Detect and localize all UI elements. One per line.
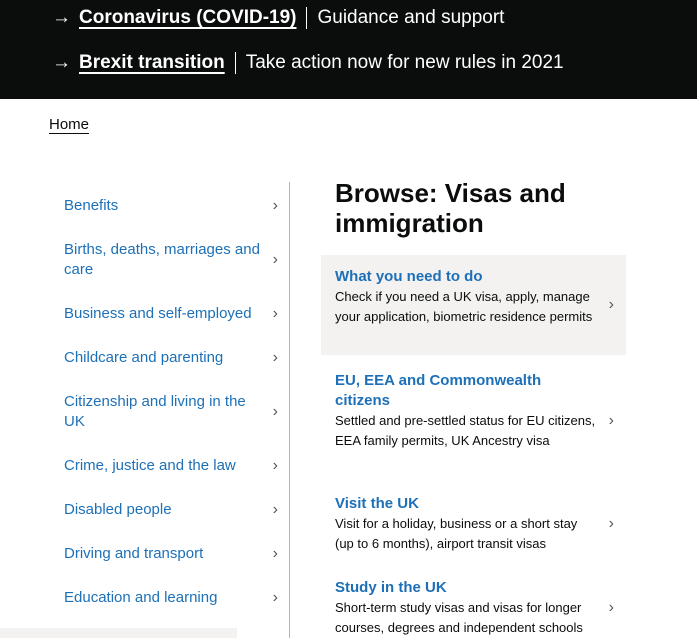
sidebar-item-childcare[interactable]: [64, 348, 284, 368]
chevron-right-icon: ›: [272, 251, 278, 268]
topic-title: What you need to do: [335, 268, 483, 285]
banner-item-brexit: [52, 51, 564, 75]
arrow-right-icon: →: [52, 7, 71, 28]
sidebar-item-births-deaths[interactable]: [64, 240, 284, 280]
sidebar-item-label: Childcare and parenting: [64, 349, 224, 366]
topic-title: Visit the UK: [335, 495, 419, 512]
arrow-right-icon: →: [52, 52, 71, 73]
chevron-right-icon: ›: [608, 515, 614, 532]
sidebar-item-label: Driving and transport: [64, 545, 204, 562]
sidebar-item-crime-justice[interactable]: [64, 456, 284, 476]
topic-visit-the-uk[interactable]: [321, 494, 626, 554]
chevron-right-icon: ›: [608, 412, 614, 429]
chevron-right-icon: ›: [608, 296, 614, 313]
topic-description: Check if you need a UK visa, apply, manage your application, biometric residence permits: [335, 289, 593, 324]
topic-title: EU, EEA and Commonwealth citizens: [335, 372, 542, 409]
topic-description: Settled and pre-settled status for EU citizens, EEA family permits, UK Ancestry visa: [335, 413, 596, 448]
sidebar-item-label: Business and self-employed: [64, 305, 252, 322]
banner-separator: [306, 7, 307, 29]
topic-description: Short-term study visas and visas for longer courses, degrees and independent schools: [335, 600, 583, 635]
banner-item-covid: [52, 6, 504, 30]
sidebar-item-partial[interactable]: [0, 628, 237, 638]
sidebar-divider: [289, 182, 290, 638]
chevron-right-icon: ›: [272, 197, 278, 214]
chevron-right-icon: ›: [272, 349, 278, 366]
chevron-right-icon: ›: [272, 589, 278, 606]
sidebar-item-benefits[interactable]: [64, 196, 284, 216]
banner-separator: [235, 52, 236, 74]
sidebar-item-business[interactable]: [64, 304, 284, 324]
topic-description: Visit for a holiday, business or a short stay (up to 6 months), airport transit visas: [335, 516, 578, 551]
sidebar-item-label: Education and learning: [64, 589, 218, 606]
chevron-right-icon: ›: [272, 305, 278, 322]
chevron-right-icon: ›: [272, 403, 278, 420]
topic-eu-eea-commonwealth[interactable]: [321, 370, 626, 472]
covid-link[interactable]: Coronavirus (COVID-19): [79, 7, 297, 28]
brexit-description: Take action now for new rules in 2021: [245, 52, 564, 73]
chevron-right-icon: ›: [608, 599, 614, 616]
sidebar-item-label: Citizenship and living in the UK: [64, 393, 246, 430]
brexit-link[interactable]: Brexit transition: [79, 52, 225, 73]
covid-description: Guidance and support: [317, 7, 505, 28]
chevron-right-icon: ›: [272, 545, 278, 562]
sidebar-item-label: Births, deaths, marriages and care: [64, 241, 260, 278]
global-banner: [0, 0, 697, 99]
sidebar-item-education[interactable]: [64, 588, 284, 608]
chevron-right-icon: ›: [272, 457, 278, 474]
sidebar-item-label: Disabled people: [64, 501, 172, 518]
topic-what-you-need-to-do[interactable]: [321, 255, 626, 355]
chevron-right-icon: ›: [272, 501, 278, 518]
topic-study-in-the-uk[interactable]: [321, 578, 626, 638]
sidebar-item-citizenship[interactable]: [64, 392, 284, 432]
breadcrumb-home[interactable]: Home: [49, 116, 90, 133]
sidebar-item-label: Crime, justice and the law: [64, 457, 236, 474]
page-title: Browse: Visas and immigration: [335, 178, 566, 238]
sidebar-item-driving[interactable]: [64, 544, 284, 564]
sidebar-item-disabled-people[interactable]: [64, 500, 284, 520]
sidebar-item-label: Benefits: [64, 197, 119, 214]
topic-title: Study in the UK: [335, 579, 447, 596]
